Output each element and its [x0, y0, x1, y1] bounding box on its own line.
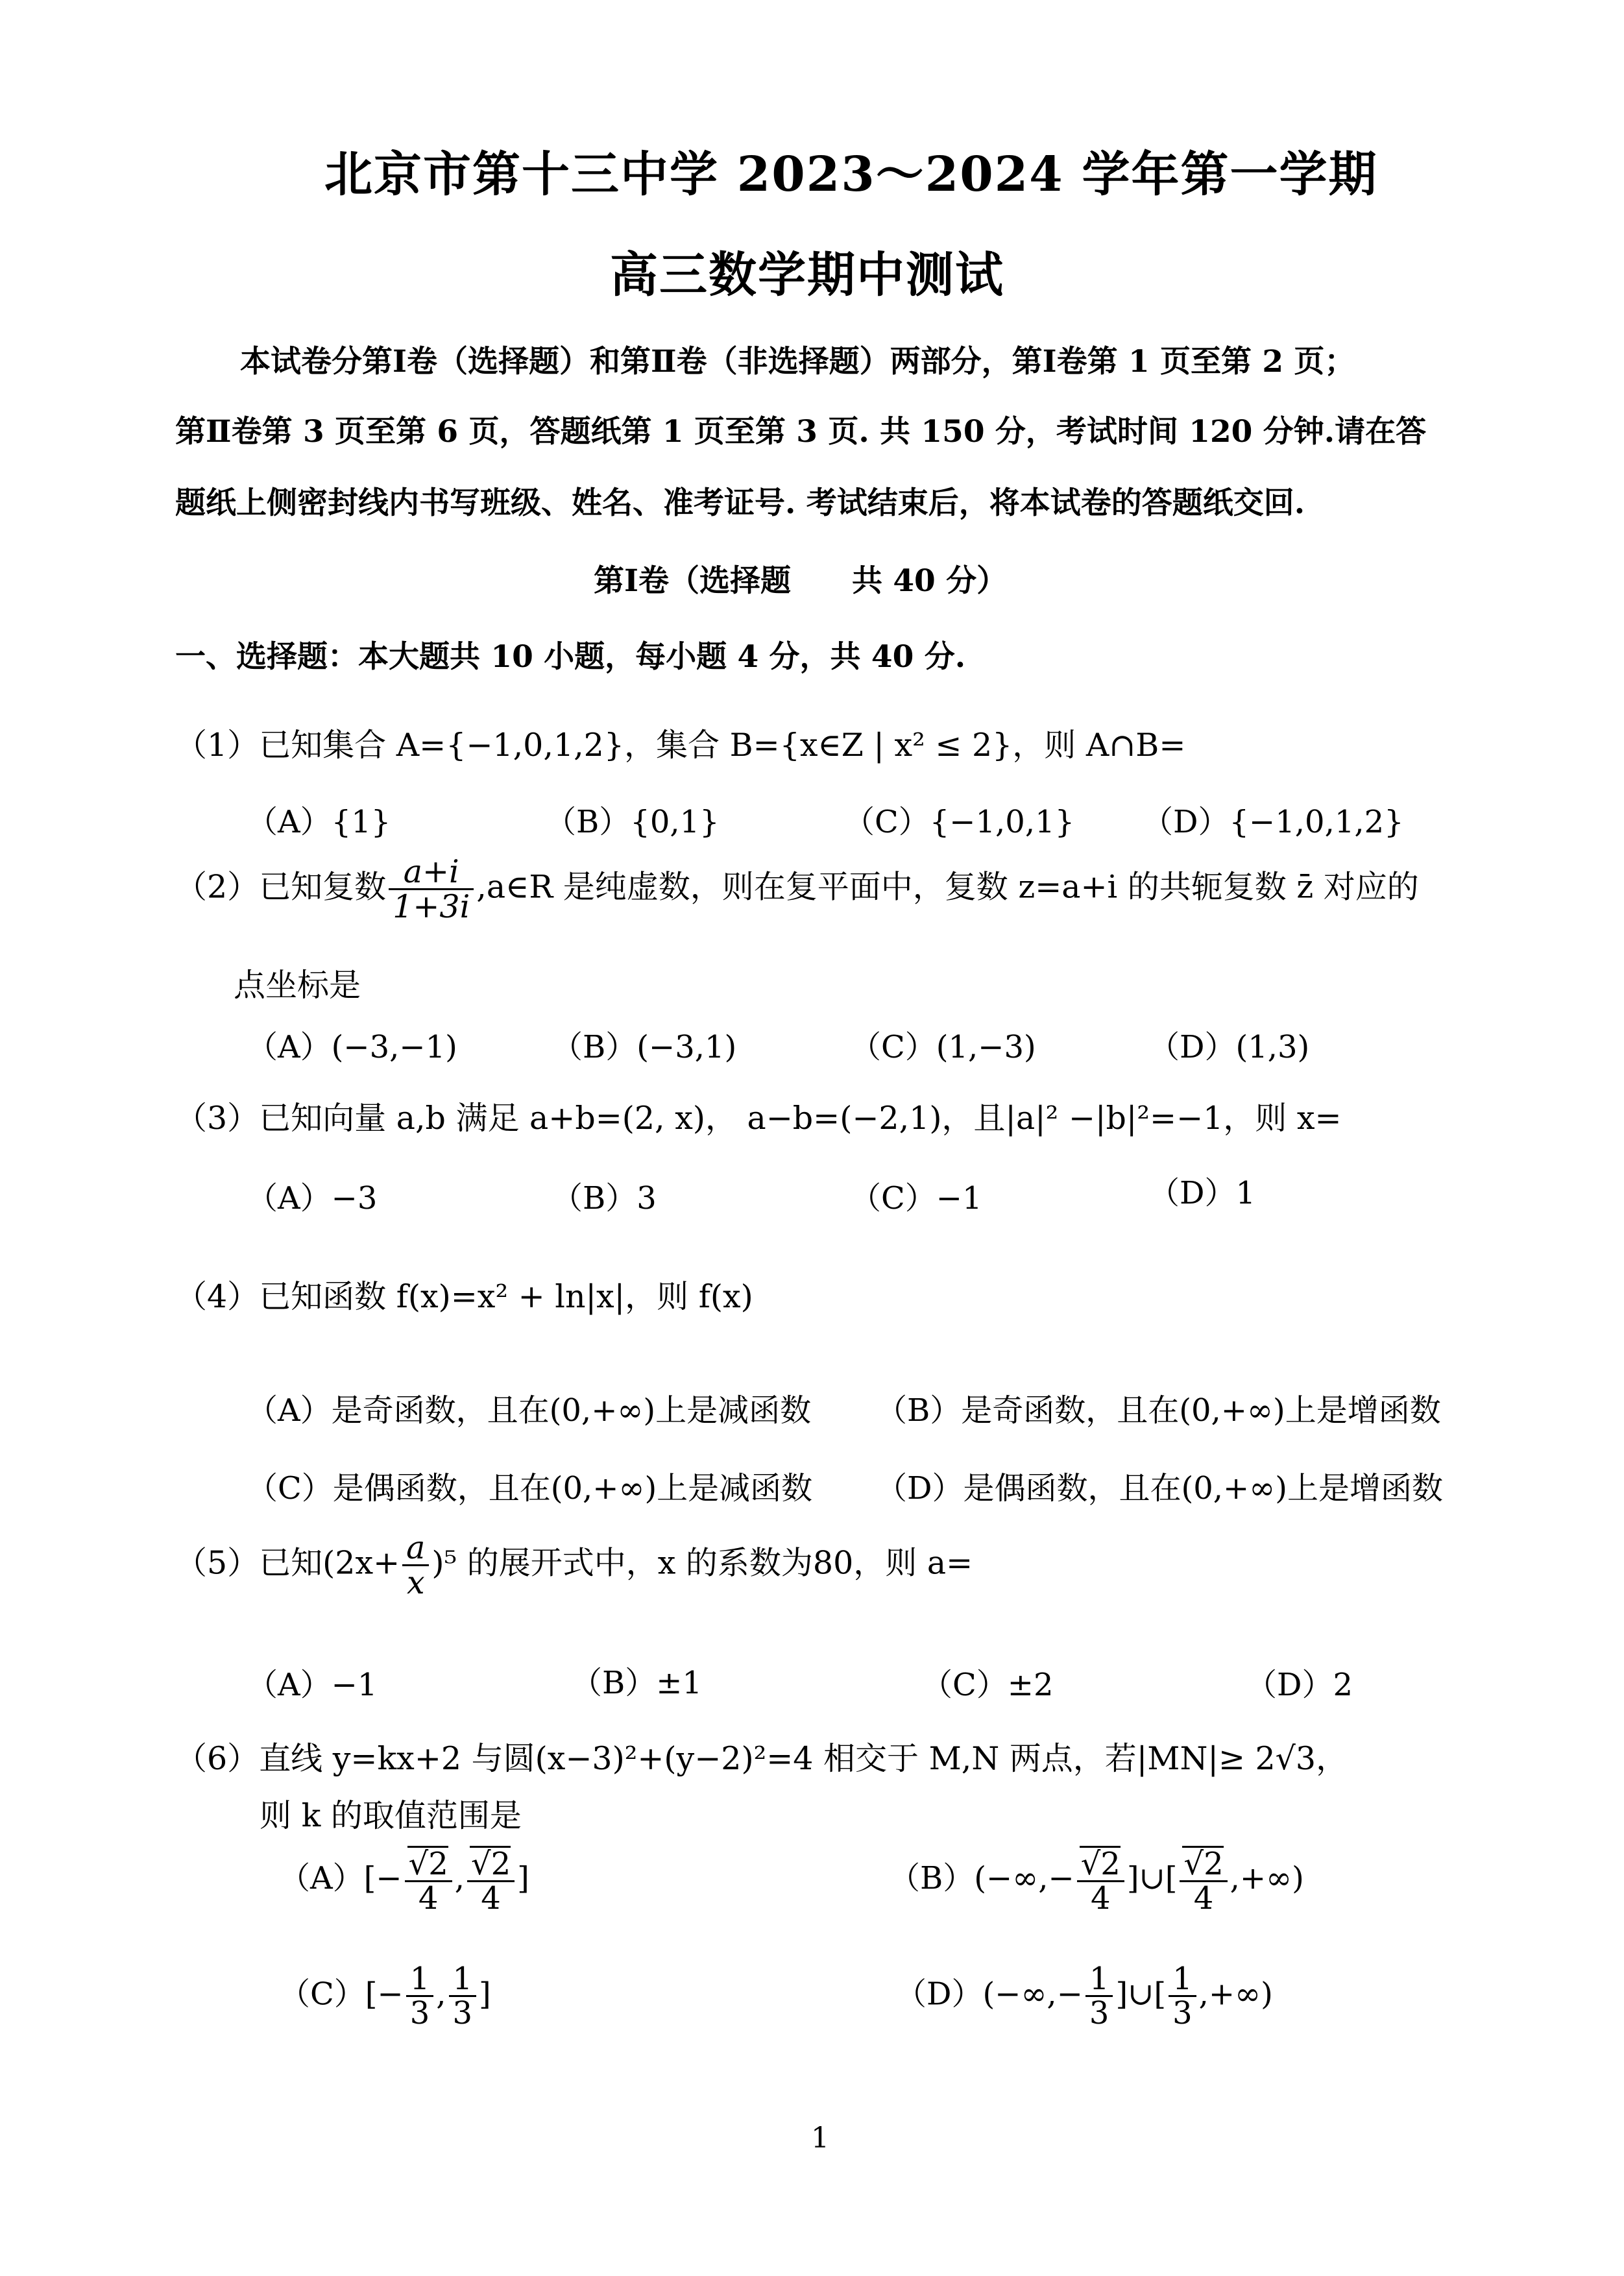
q5-fraction-numerator: a	[402, 1531, 429, 1566]
q5-option-a: （A）−1	[247, 1667, 378, 1703]
q2-fraction	[389, 855, 474, 924]
q6d-frac-2-num: 1	[1169, 1963, 1196, 1997]
q6-option-b-label: （B）	[889, 1859, 975, 1896]
q3-option-b: （B）3	[551, 1180, 657, 1217]
q6-option-c-label: （C）	[279, 1976, 365, 2013]
question-5	[175, 1531, 973, 1600]
q2-fraction-numerator: a+i	[389, 855, 474, 890]
q3-option-a: （A）−3	[247, 1180, 378, 1217]
q6a-frac-1	[405, 1846, 452, 1915]
q2-suffix: ,a∈R 是纯虚数，则在复平面中，复数 z=a+i 的共轭复数 z̄ 对应的	[476, 868, 1419, 906]
question-6: （6）直线 y=kx+2 与圆(x−3)²+(y−2)²=4 相交于 M,N 两点，若|MN|≥ 2√3，	[175, 1740, 1348, 1777]
q6a-frac-2-num: √2	[467, 1846, 515, 1882]
q5-option-c: （C）±2	[921, 1667, 1054, 1703]
q6a-frac-1-num: √2	[405, 1846, 452, 1882]
q6a-frac-1-den: 4	[418, 1880, 439, 1917]
q6c-frac-1	[406, 1963, 434, 2030]
q6b-frac-2-num: √2	[1180, 1846, 1227, 1882]
q6-option-c: （C）[− $\frac{1}{3}$ , $\frac{1}{3}$ ]	[279, 1961, 491, 2032]
q2-option-d: （D）(1,3)	[1148, 1029, 1310, 1065]
q6d-frac-2-den: 3	[1172, 1995, 1193, 2032]
q3-option-d: （D）1	[1148, 1175, 1256, 1211]
q2-fraction-denominator: 1+3i	[393, 888, 470, 926]
q5-suffix: )⁵ 的展开式中，x 的系数为80，则 a=	[431, 1544, 973, 1582]
intro-line-3: 题纸上侧密封线内书写班级、姓名、准考证号. 考试结束后，将本试卷的答题纸交回.	[175, 485, 1305, 521]
question-6-line-2: 则 k 的取值范围是	[260, 1797, 522, 1834]
q6c-frac-1-num: 1	[406, 1963, 434, 1997]
q6d-frac-2	[1169, 1963, 1196, 2030]
q1-option-b: （B）{0,1}	[545, 804, 720, 840]
q6c-frac-2-num: 1	[449, 1963, 477, 1997]
q2-prefix: （2）已知复数	[175, 868, 387, 906]
q6a-frac-2-den: 4	[481, 1880, 501, 1917]
q4-option-c: （C）是偶函数，且在(0,+∞)上是减函数	[247, 1470, 813, 1507]
question-2	[175, 855, 1419, 924]
q4-option-b: （B）是奇函数，且在(0,+∞)上是增函数	[876, 1392, 1441, 1429]
q2-option-b: （B）(−3,1)	[551, 1029, 737, 1065]
q5-fraction-denominator: x	[406, 1564, 425, 1602]
q6-option-b: （B）(−∞,− $\frac{√2}{4}$ ]∪[ $\frac{√2}{4}$ ,+∞)	[889, 1846, 1304, 1917]
q5-prefix: （5）已知(2x+	[175, 1544, 400, 1582]
question-4: （4）已知函数 f(x)=x² + ln|x|，则 f(x)	[175, 1278, 753, 1315]
q6-option-d: （D）(−∞,− $\frac{1}{3}$ ]∪[ $\frac{1}{3}$ ,+∞)	[895, 1961, 1273, 2032]
section-header: 第Ⅰ卷（选择题 共 40 分）	[594, 563, 1008, 599]
q4-option-a: （A）是奇函数，且在(0,+∞)上是减函数	[247, 1392, 812, 1429]
q6c-frac-2-den: 3	[452, 1995, 473, 2032]
q6b-frac-1-num: √2	[1077, 1846, 1124, 1882]
q6d-frac-1	[1085, 1963, 1113, 2030]
q1-option-a: （A）{1}	[247, 804, 391, 840]
q6-option-a-label: （A）	[279, 1859, 364, 1896]
question-2-line-2: 点坐标是	[234, 967, 361, 1004]
q3-option-c: （C）−1	[850, 1180, 982, 1217]
intro-line-2: 第Ⅱ卷第 3 页至第 6 页，答题纸第 1 页至第 3 页. 共 150 分，考试时间 120 分钟.请在答	[175, 414, 1427, 450]
q4-option-d: （D）是偶函数，且在(0,+∞)上是增函数	[876, 1470, 1443, 1507]
q6c-frac-2	[449, 1963, 477, 2030]
q6d-frac-1-den: 3	[1089, 1995, 1109, 2032]
q6c-frac-1-den: 3	[409, 1995, 430, 2032]
q6b-frac-2	[1180, 1846, 1227, 1915]
page-subtitle: 高三数学期中测试	[610, 247, 1004, 303]
q6-option-d-label: （D）	[895, 1976, 983, 2013]
page-title: 北京市第十三中学 2023～2024 学年第一学期	[324, 147, 1378, 202]
page-number: 1	[811, 2122, 829, 2155]
q6a-frac-2	[467, 1846, 515, 1915]
question-1: （1）已知集合 A={−1,0,1,2}，集合 B={x∈Z | x² ≤ 2}，则 A∩B=	[175, 727, 1186, 764]
q6b-frac-1-den: 4	[1090, 1880, 1111, 1917]
q5-option-b: （B）±1	[571, 1665, 703, 1701]
q6b-frac-2-den: 4	[1193, 1880, 1214, 1917]
question-3: （3）已知向量 a,b 满足 a+b=(2, x)， a−b=(−2,1)，且|a|² −|b|²=−1，则 x=	[175, 1100, 1342, 1137]
q2-option-c: （C）(1,−3)	[850, 1029, 1036, 1065]
q6-option-a: （A）[− $\frac{√2}{4}$ , $\frac{√2}{4}$ ]	[279, 1846, 529, 1917]
q5-fraction	[402, 1531, 429, 1600]
intro-line-1: 本试卷分第Ⅰ卷（选择题）和第Ⅱ卷（非选择题）两部分，第Ⅰ卷第 1 页至第 2 页；	[240, 344, 1355, 380]
q1-option-c: （C）{−1,0,1}	[843, 804, 1075, 840]
q6d-frac-1-num: 1	[1085, 1963, 1113, 1997]
q1-option-d: （D）{−1,0,1,2}	[1142, 804, 1404, 840]
q2-option-a: （A）(−3,−1)	[247, 1029, 457, 1065]
section-part-title: 一、选择题：本大题共 10 小题，每小题 4 分，共 40 分.	[175, 639, 966, 675]
q5-option-d: （D）2	[1246, 1667, 1353, 1703]
q6b-frac-1	[1077, 1846, 1124, 1915]
